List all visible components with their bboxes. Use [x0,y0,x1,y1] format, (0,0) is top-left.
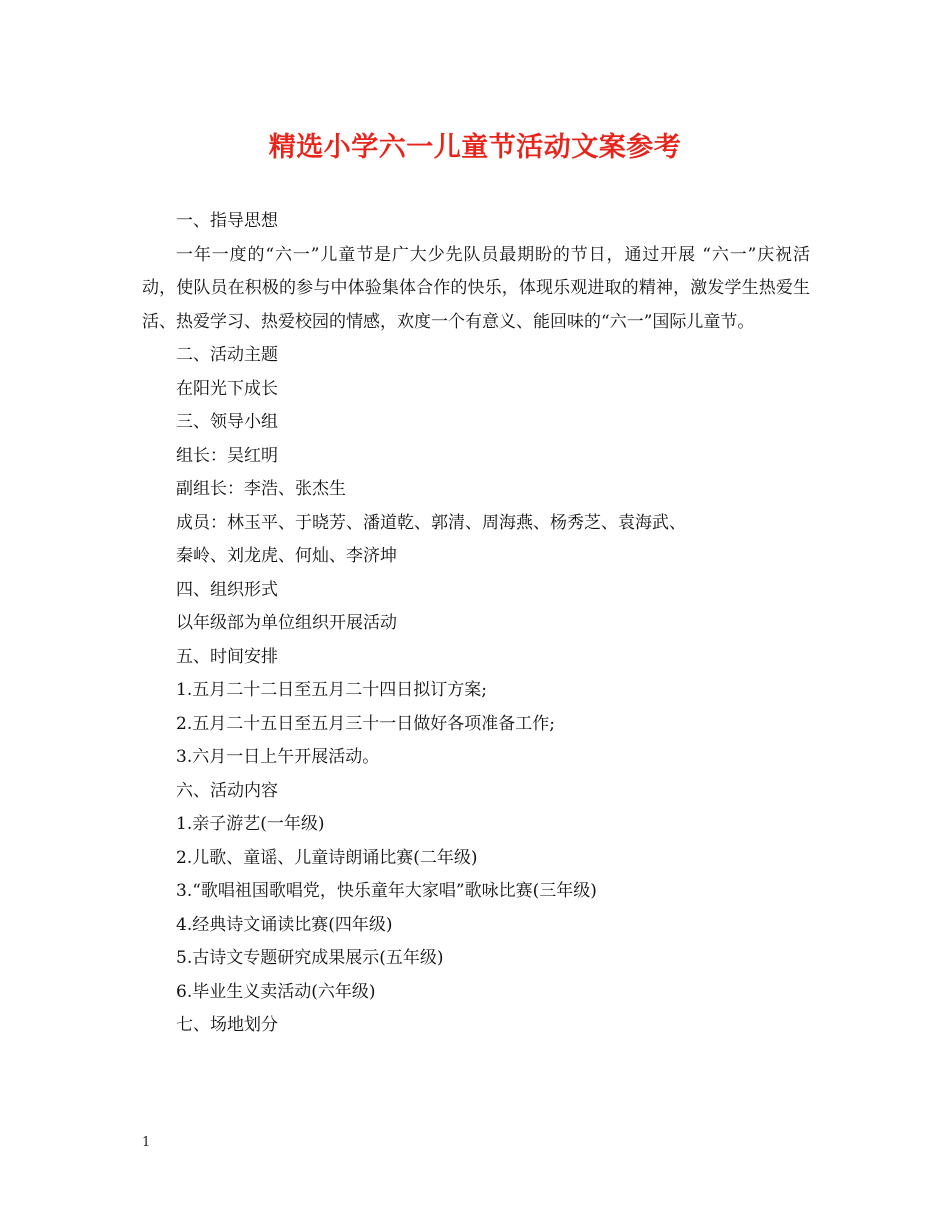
paragraph-guiding-ideology: 一年一度的“六一”儿童节是广大少先队员最期盼的节日，通过开展 “六一”庆祝活动，使队员在积极的参与中体验集体合作的快乐，体现乐观进取的精神，激发学生热爱生活、热爱学习、热爱校园的情感，欢度一个有意义、能回味的“六一”国际儿童节。 [142,244,810,332]
activity-item: 1.亲子游艺(一年级) [176,814,325,834]
document-body [142,205,810,1043]
organization-form-text: 以年级部为单位组织开展活动 [176,613,397,633]
schedule-item: 3.六月一日上午开展活动。 [176,747,380,767]
group-members-continued: 秦岭、刘龙虎、何灿、李济坤 [176,546,397,566]
heading-activity-theme: 二、活动主题 [176,345,278,365]
heading-activity-content: 六、活动内容 [176,780,278,801]
activity-item: 2.儿歌、童谣、儿童诗朗诵比赛(二年级) [176,847,478,868]
activity-item: 3.“歌唱祖国歌唱党，快乐童年大家唱”歌咏比赛(三年级) [176,881,597,901]
schedule-item: 2.五月二十五日至五月三十一日做好各项准备工作; [176,713,555,734]
document-title: 精选小学六一儿童节活动文案参考 [268,132,682,163]
activity-item: 4.经典诗文诵读比赛(四年级) [176,914,393,935]
activity-item: 6.毕业生义卖活动(六年级) [176,981,376,1002]
heading-venue-allocation: 七、场地划分 [176,1015,278,1035]
heading-leadership-group: 三、领导小组 [176,412,278,432]
heading-schedule: 五、时间安排 [176,646,278,667]
heading-guiding-ideology: 一、指导思想 [176,211,278,231]
activity-item: 5.古诗文专题研究成果展示(五年级) [176,948,444,968]
schedule-item: 1.五月二十二日至五月二十四日拟订方案; [176,680,487,700]
group-members: 成员：林玉平、于晓芳、潘道乾、郭清、周海燕、杨秀芝、袁海武、 [176,512,686,533]
activity-theme-text: 在阳光下成长 [176,378,278,399]
page-number: 1 [142,1135,151,1150]
group-leader: 组长：吴红明 [176,445,278,466]
deputy-group-leader: 副组长：李浩、张杰生 [176,479,346,499]
heading-organization-form: 四、组织形式 [176,579,278,600]
